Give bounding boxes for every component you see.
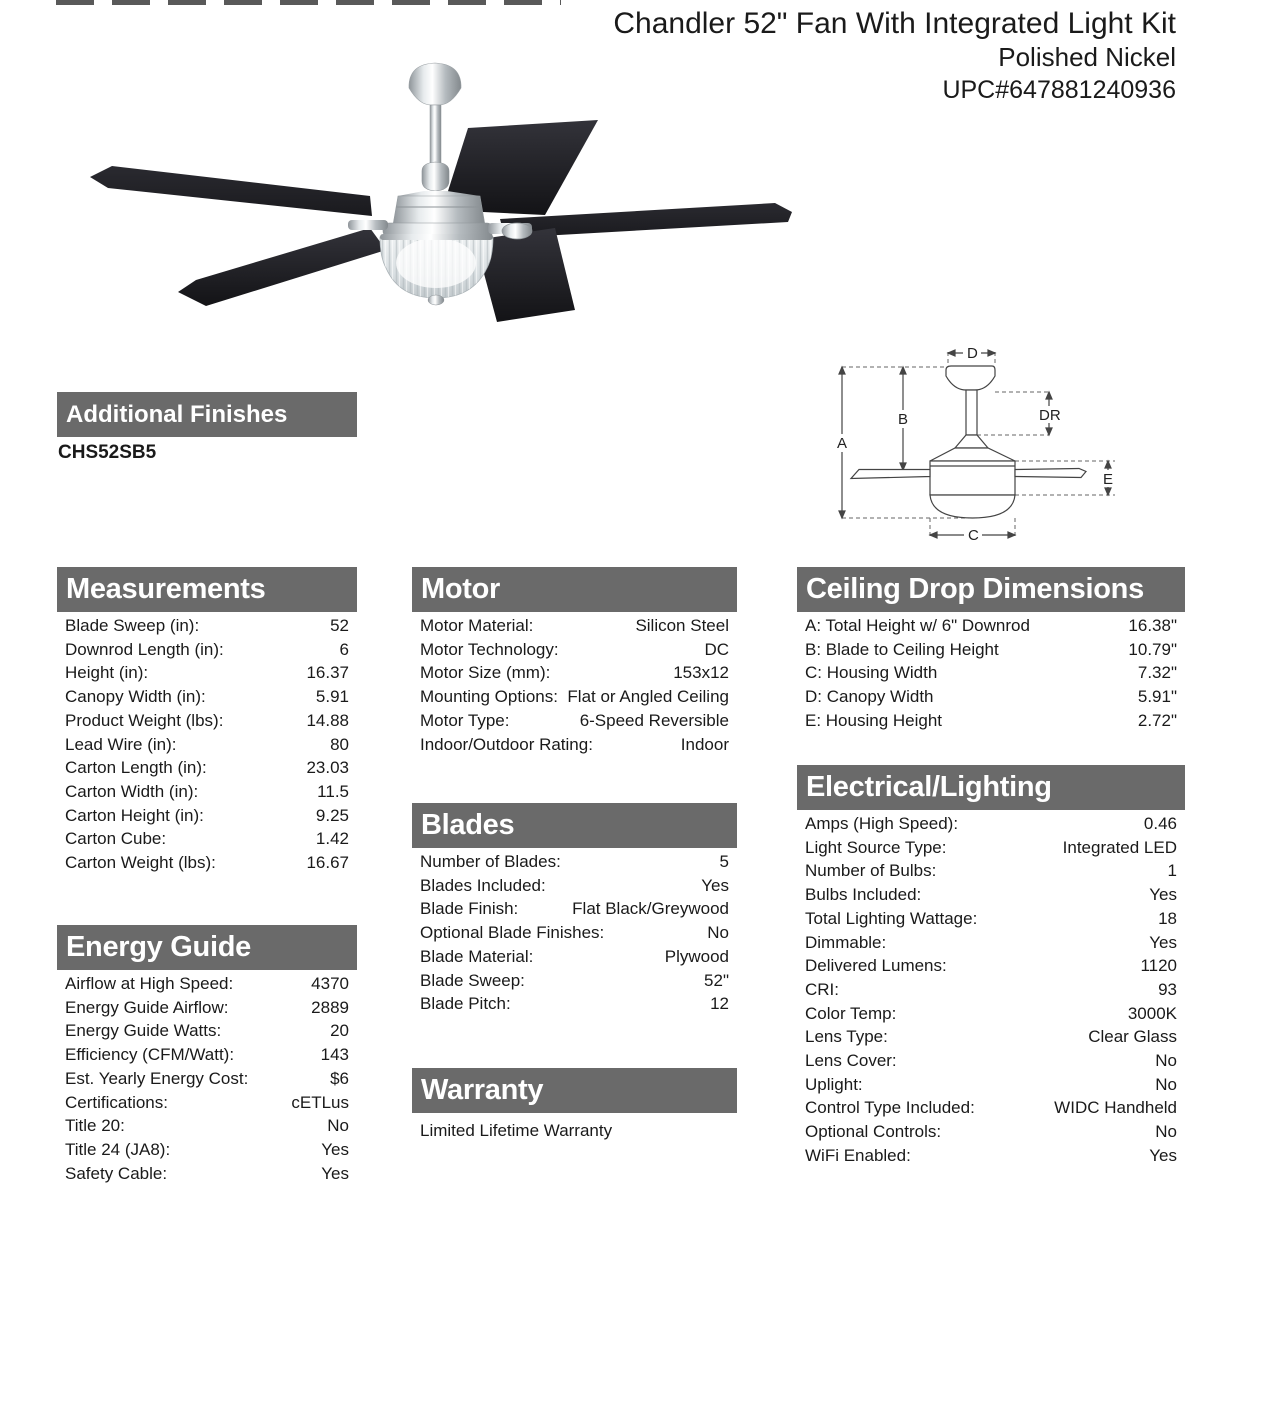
spec-label: Dimmable:	[805, 932, 887, 952]
spec-row	[412, 614, 737, 638]
spec-label: Title 24 (JA8):	[65, 1139, 171, 1159]
spec-label: Carton Height (in):	[65, 805, 204, 825]
spec-label: Indoor/Outdoor Rating:	[420, 734, 593, 754]
spec-row	[797, 1144, 1185, 1168]
spec-label: Est. Yearly Energy Cost:	[65, 1068, 249, 1088]
spec-value: 93	[1158, 979, 1177, 999]
spec-row	[57, 1067, 357, 1091]
spec-row	[797, 1049, 1185, 1073]
spec-value: Yes	[1149, 932, 1177, 952]
spec-row	[797, 1002, 1185, 1026]
spec-row	[57, 1043, 357, 1067]
spec-value: No	[1155, 1122, 1177, 1142]
spec-label: Color Temp:	[805, 1003, 897, 1023]
spec-value: 52"	[704, 970, 729, 990]
spec-row	[797, 709, 1185, 733]
spec-rows	[57, 612, 357, 875]
diagram-blade-right	[1015, 469, 1086, 478]
spec-row	[797, 1096, 1185, 1120]
fan-finial	[428, 295, 444, 305]
spec-label: Number of Blades:	[420, 852, 561, 871]
spec-label: Carton Weight (lbs):	[65, 853, 216, 873]
diagram-label-c: C	[968, 527, 979, 544]
section-header: Electrical/Lighting	[797, 765, 1185, 810]
product-title: Chandler 52" Fan With Integrated Light Kit	[613, 7, 1176, 40]
spec-row	[57, 972, 357, 996]
fan-illustration	[80, 55, 800, 345]
section-blades	[412, 803, 737, 1016]
spec-value: 4370	[311, 974, 349, 993]
spec-label: Amps (High Speed):	[805, 814, 959, 833]
spec-value: Silicon Steel	[635, 616, 729, 635]
spec-row	[412, 874, 737, 898]
spec-label: Safety Cable:	[65, 1163, 168, 1183]
fan-blade-iron-left	[348, 220, 388, 230]
warranty-text: Limited Lifetime Warranty	[420, 1121, 613, 1140]
spec-label: Mounting Options:	[420, 687, 558, 707]
spec-label: Energy Guide Watts:	[65, 1021, 222, 1041]
spec-label: Carton Length (in):	[65, 758, 207, 778]
spec-label: Blade Pitch:	[420, 994, 511, 1014]
spec-row	[57, 1138, 357, 1162]
spec-value: 52	[330, 616, 349, 635]
section-measurements	[57, 567, 357, 875]
cropped-logo-remnant	[56, 0, 561, 5]
spec-rows	[797, 612, 1185, 733]
spec-label: Energy Guide Airflow:	[65, 997, 229, 1017]
fan-downrod	[430, 105, 441, 171]
spec-label: C: Housing Width	[805, 663, 938, 683]
section-header: Blades	[412, 803, 737, 848]
spec-label: Carton Cube:	[65, 829, 167, 849]
spec-value: 5.91"	[1137, 687, 1177, 707]
spec-value: 6	[339, 639, 349, 659]
spec-value: DC	[704, 639, 729, 659]
diagram-downrod	[966, 390, 977, 435]
spec-label: Downrod Length (in):	[65, 639, 224, 659]
spec-value: 80	[330, 734, 349, 754]
spec-label: Blade Sweep:	[420, 970, 525, 990]
spec-label: Title 20:	[65, 1116, 125, 1136]
spec-value: No	[1155, 1074, 1177, 1094]
spec-row	[797, 978, 1185, 1002]
spec-label: Motor Type:	[420, 710, 510, 730]
spec-value: 3000K	[1127, 1003, 1177, 1023]
spec-row	[57, 804, 357, 828]
spec-label: Control Type Included:	[805, 1098, 975, 1118]
finish-sku: CHS52SB5	[58, 442, 157, 463]
spec-value: Yes	[321, 1139, 349, 1159]
spec-value: Plywood	[664, 946, 729, 966]
spec-label: Lens Type:	[805, 1027, 888, 1047]
spec-row	[797, 1073, 1185, 1097]
spec-label: Certifications:	[65, 1092, 168, 1112]
spec-label: Motor Technology:	[420, 639, 559, 659]
spec-label: Optional Blade Finishes:	[420, 923, 605, 943]
section-header: Energy Guide	[57, 925, 357, 970]
spec-row	[57, 780, 357, 804]
spec-value: No	[707, 923, 729, 943]
fan-motor-housing	[393, 196, 485, 225]
spec-row	[412, 685, 737, 709]
spec-value: 0.46	[1143, 814, 1177, 833]
spec-label: A: Total Height w/ 6" Downrod	[805, 616, 1030, 635]
spec-value: 6-Speed Reversible	[579, 710, 729, 730]
spec-row	[797, 661, 1185, 685]
spec-label: Light Source Type:	[805, 837, 947, 857]
fan-blade-upper-left	[90, 166, 372, 216]
spec-label: Lens Cover:	[805, 1051, 897, 1071]
spec-label: Motor Material:	[420, 616, 534, 635]
spec-label: Delivered Lumens:	[805, 956, 947, 976]
spec-label: Uplight:	[805, 1074, 863, 1094]
spec-label: Blade Material:	[420, 946, 534, 966]
spec-value: 9.25	[315, 805, 349, 825]
spec-row	[57, 1162, 357, 1186]
spec-row	[412, 709, 737, 733]
spec-rows	[412, 612, 737, 756]
spec-row	[57, 638, 357, 662]
spec-value: Yes	[321, 1163, 349, 1183]
spec-value: 5	[719, 852, 729, 871]
spec-label: Number of Bulbs:	[805, 861, 937, 881]
section-motor	[412, 567, 737, 756]
spec-row	[57, 1019, 357, 1043]
spec-value: 18	[1158, 908, 1177, 928]
spec-value: 1	[1167, 861, 1177, 881]
spec-row	[797, 614, 1185, 638]
spec-row	[797, 685, 1185, 709]
section-header: Ceiling Drop Dimensions	[797, 567, 1185, 612]
spec-row	[797, 812, 1185, 836]
spec-label: Total Lighting Wattage:	[805, 908, 978, 928]
spec-label: Airflow at High Speed:	[65, 974, 234, 993]
spec-label: CRI:	[805, 979, 839, 999]
spec-row	[412, 969, 737, 993]
spec-label: E: Housing Height	[805, 710, 943, 730]
spec-value: 1120	[1140, 956, 1177, 976]
spec-value: Yes	[1149, 1145, 1177, 1165]
spec-row	[57, 1114, 357, 1138]
spec-value: 23.03	[306, 758, 349, 778]
spec-label: Efficiency (CFM/Watt):	[65, 1045, 235, 1065]
spec-value: 16.37	[306, 663, 349, 683]
spec-rows	[57, 970, 357, 1185]
section-header: Motor	[412, 567, 737, 612]
spec-label: Motor Size (mm):	[420, 663, 551, 683]
spec-value: Yes	[701, 875, 729, 895]
spec-label: Blade Finish:	[420, 899, 519, 919]
section-header: Measurements	[57, 567, 357, 612]
diagram-blade-left	[851, 470, 930, 479]
section-electrical-lighting	[797, 765, 1185, 1168]
additional-finishes-header: Additional Finishes	[57, 392, 357, 437]
spec-label: Lead Wire (in):	[65, 734, 177, 754]
spec-value: cETLus	[291, 1092, 349, 1112]
section-ceiling-drop-dimensions	[797, 567, 1185, 733]
spec-row	[57, 614, 357, 638]
spec-value: No	[327, 1116, 349, 1136]
spec-row	[797, 1025, 1185, 1049]
spec-value: Yes	[1149, 885, 1177, 905]
diagram-label-b: B	[898, 411, 909, 428]
spec-label: Blade Sweep (in):	[65, 616, 200, 635]
product-upc: UPC#647881240936	[942, 76, 1176, 104]
fan-bowl-rim	[380, 234, 493, 240]
spec-label: WiFi Enabled:	[805, 1145, 911, 1165]
product-image-fan	[80, 55, 800, 345]
spec-value: 153x12	[673, 663, 729, 683]
spec-value: WIDC Handheld	[1054, 1098, 1177, 1118]
spec-label: B: Blade to Ceiling Height	[805, 639, 999, 659]
spec-row	[412, 850, 737, 874]
spec-row	[57, 1091, 357, 1115]
spec-value: Integrated LED	[1062, 837, 1177, 857]
spec-value: Clear Glass	[1088, 1027, 1177, 1047]
spec-value: 5.91	[315, 687, 349, 707]
spec-label: Product Weight (lbs):	[65, 710, 224, 730]
spec-value: $6	[330, 1068, 349, 1088]
additional-finishes-section	[57, 392, 357, 464]
spec-value: 20	[330, 1021, 349, 1041]
fan-iron-medallion	[502, 223, 532, 239]
diagram-label-e: E	[1103, 471, 1114, 488]
section-warranty	[412, 1068, 737, 1143]
spec-value: 2.72"	[1137, 710, 1177, 730]
spec-value: Flat or Angled Ceiling	[567, 687, 729, 707]
spec-value: 14.88	[306, 710, 349, 730]
spec-value: 11.5	[317, 781, 349, 801]
section-energy-guide	[57, 925, 357, 1185]
diagram-label-d: D	[967, 345, 978, 362]
spec-label: Optional Controls:	[805, 1122, 942, 1142]
spec-value: 12	[710, 994, 729, 1014]
spec-row	[797, 931, 1185, 955]
spec-row	[797, 638, 1185, 662]
spec-value: 16.38"	[1128, 616, 1177, 635]
fan-collar	[422, 162, 449, 191]
spec-value: Flat Black/Greywood	[572, 899, 729, 919]
spec-row	[412, 945, 737, 969]
spec-row	[797, 836, 1185, 860]
ceiling-drop-diagram	[828, 328, 1125, 560]
spec-row	[412, 921, 737, 945]
spec-value: 7.32"	[1137, 663, 1177, 683]
diagram-label-a: A	[837, 435, 848, 452]
spec-row	[797, 883, 1185, 907]
spec-row	[57, 685, 357, 709]
spec-value: 1.42	[315, 829, 349, 849]
spec-rows	[797, 810, 1185, 1168]
spec-row	[797, 1120, 1185, 1144]
spec-row	[412, 638, 737, 662]
spec-row	[57, 827, 357, 851]
spec-row	[797, 954, 1185, 978]
spec-value: 143	[320, 1045, 349, 1065]
spec-value: 2889	[311, 997, 349, 1017]
spec-row	[57, 709, 357, 733]
spec-row	[57, 851, 357, 875]
spec-value: No	[1155, 1051, 1177, 1071]
spec-row	[412, 661, 737, 685]
spec-value: 10.79"	[1128, 639, 1177, 659]
spec-label: Canopy Width (in):	[65, 687, 206, 707]
spec-value: 16.67	[306, 853, 349, 873]
diagram-canopy	[946, 366, 995, 390]
spec-row	[797, 907, 1185, 931]
fan-light-glow	[396, 238, 476, 288]
spec-row	[412, 992, 737, 1016]
spec-row	[797, 859, 1185, 883]
product-finish: Polished Nickel	[998, 42, 1176, 72]
spec-row	[57, 756, 357, 780]
diagram-housing-top	[930, 448, 1015, 461]
spec-row	[57, 996, 357, 1020]
spec-label: Bulbs Included:	[805, 885, 922, 905]
diagram-bowl	[930, 495, 1015, 518]
diagram-svg	[828, 328, 1125, 560]
spec-rows	[412, 848, 737, 1016]
spec-value: Indoor	[680, 734, 729, 754]
spec-row	[412, 897, 737, 921]
spec-row	[57, 733, 357, 757]
diagram-mount-cone	[955, 435, 988, 448]
spec-row	[57, 661, 357, 685]
section-header: Warranty	[412, 1068, 737, 1113]
spec-label: D: Canopy Width	[805, 687, 934, 707]
spec-row	[412, 733, 737, 757]
fan-blade-lower-left	[178, 228, 386, 306]
fan-canopy	[409, 63, 461, 105]
spec-label: Blades Included:	[420, 875, 546, 895]
diagram-label-dr: DR	[1039, 407, 1061, 424]
spec-label: Height (in):	[65, 663, 149, 683]
spec-label: Carton Width (in):	[65, 781, 199, 801]
